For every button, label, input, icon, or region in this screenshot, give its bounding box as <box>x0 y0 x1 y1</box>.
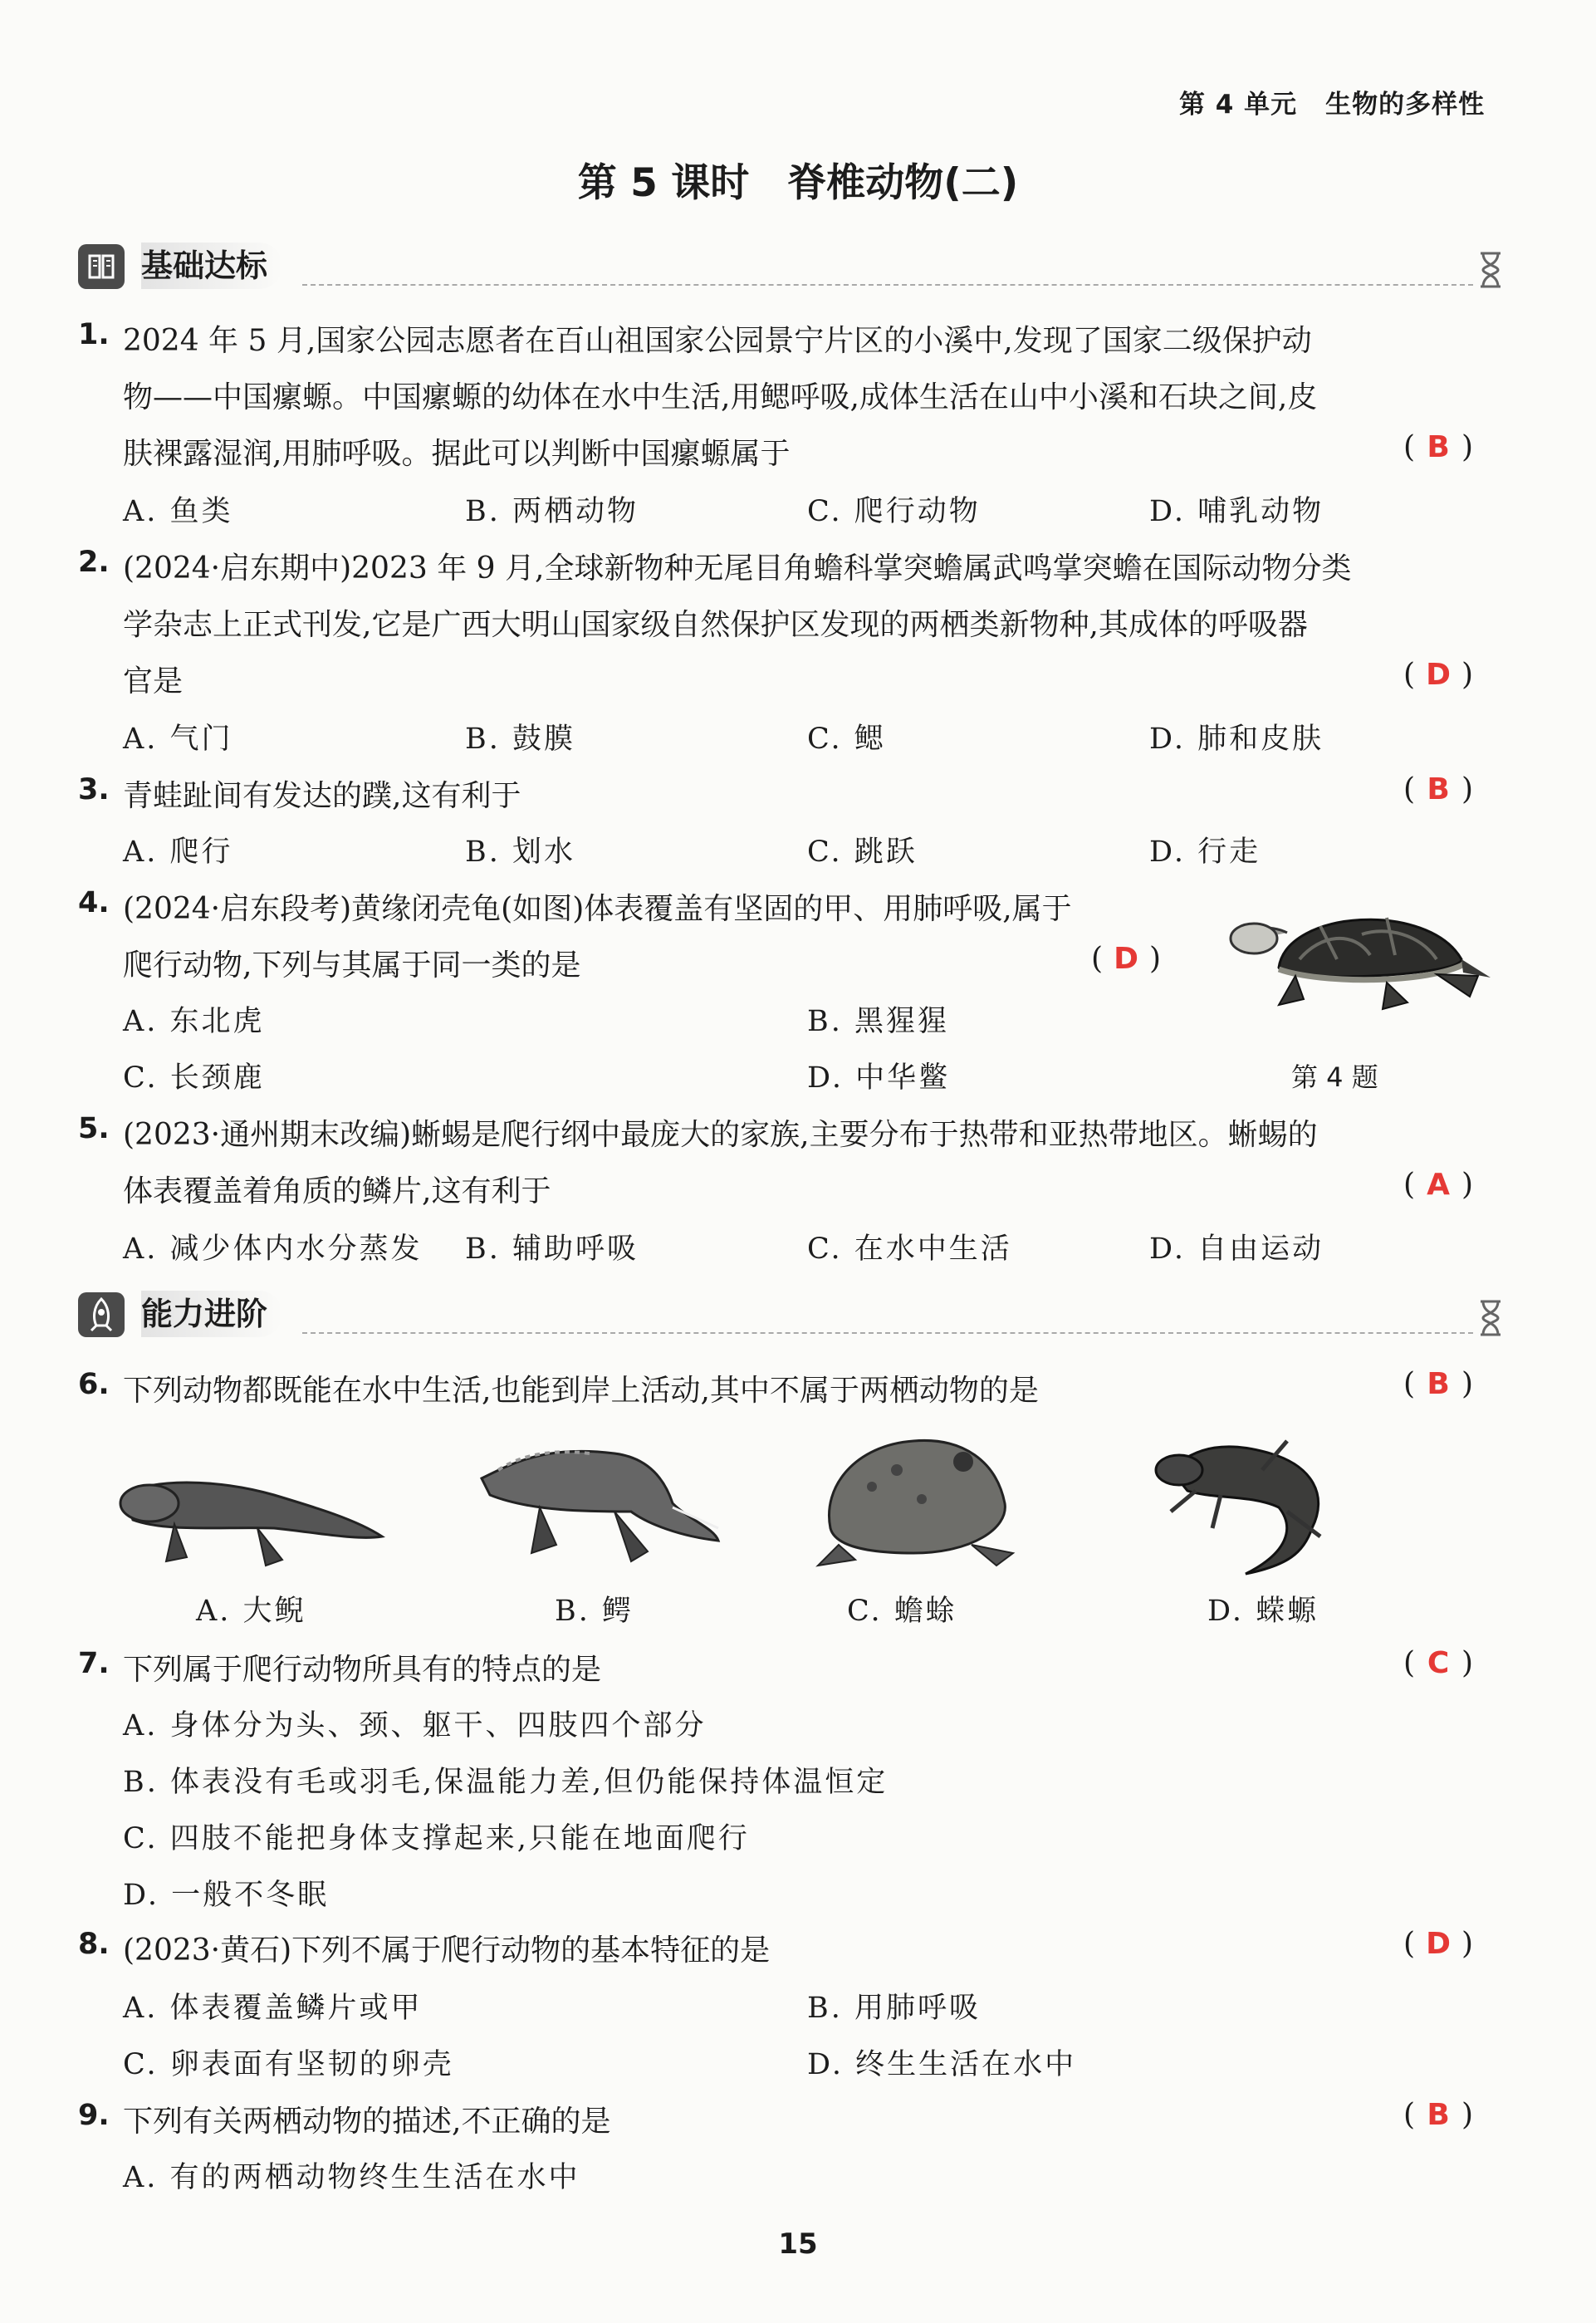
lesson-title: 脊椎动物(二) <box>787 160 1019 206</box>
question-number: 3. <box>78 773 110 806</box>
option: B. 划水 <box>465 836 575 869</box>
book-icon <box>78 244 125 289</box>
question-number: 4. <box>78 886 110 919</box>
option: A. 体表覆盖鳞片或甲 <box>123 1992 423 2025</box>
question-text-line: 2024 年 5 月,国家公园志愿者在百山祖国家公园景宁片区的小溪中,发现了国家二级保护动 <box>123 324 1312 358</box>
answer-letter: B <box>1427 1367 1450 1401</box>
toad-illustration <box>805 1420 1030 1570</box>
option: B. 体表没有毛或羽毛,保温能力差,但仍能保持体温恒定 <box>123 1766 889 1799</box>
option: D. 自由运动 <box>1149 1233 1324 1266</box>
question-number: 5. <box>78 1112 110 1145</box>
question-8 <box>78 1927 110 1961</box>
question-text-line: 学杂志上正式刊发,它是广西大明山国家级自然保护区发现的两栖类新物种,其成体的呼吸器 <box>123 608 1308 642</box>
question-text-line: 物——中国瘰螈。中国瘰螈的幼体在水中生活,用鳃呼吸,成体生活在山中小溪和石块之间,皮 <box>123 380 1318 414</box>
question-number: 2. <box>78 546 110 579</box>
question-text-line: (2023·黄石)下列不属于爬行动物的基本特征的是 <box>123 1933 771 1968</box>
option: B. 两栖动物 <box>465 495 639 528</box>
option: A. 大鲵 <box>196 1595 306 1628</box>
figure-caption: 第 4 题 <box>1291 1061 1378 1093</box>
option: C. 卵表面有坚韧的卵壳 <box>123 2048 454 2081</box>
question-text-line: (2024·启东段考)黄缘闭壳龟(如图)体表覆盖有坚固的甲、用肺呼吸,属于 <box>123 892 1072 926</box>
option: B. 鼓膜 <box>465 723 575 756</box>
question-3 <box>78 772 110 806</box>
question-7 <box>78 1646 110 1680</box>
answer-letter: B <box>1427 772 1450 806</box>
question-text-line: (2024·启东期中)2023 年 9 月,全球新物种无尾目角蟾科掌突蟾属武鸣掌突蟾在国际动物分类 <box>123 551 1352 586</box>
lesson-number: 第 5 课时 <box>577 160 750 206</box>
option: B. 用肺呼吸 <box>807 1992 981 2025</box>
unit-title: 生物的多样性 <box>1325 90 1486 120</box>
section-label: 基础达标 <box>141 243 282 289</box>
question-6 <box>78 1367 110 1401</box>
section-divider <box>302 1332 1473 1334</box>
section-advanced <box>78 1289 1503 1342</box>
page-title <box>0 152 1596 208</box>
question-text-line: 下列有关两栖动物的描述,不正确的是 <box>123 2105 611 2139</box>
question-text-line: 体表覆盖着角质的鳞片,这有利于 <box>123 1174 551 1208</box>
question-text-line: (2023·通州期末改编)蜥蜴是爬行纲中最庞大的家族,主要分布于热带和亚热带地区。蜥蜴的 <box>123 1118 1318 1152</box>
question-text-line: 官是 <box>123 664 184 698</box>
option: A. 鱼类 <box>123 495 233 528</box>
option: C. 蟾蜍 <box>847 1595 957 1628</box>
question-number: 9. <box>78 2099 110 2132</box>
option: A. 身体分为头、颈、躯干、四肢四个部分 <box>123 1709 707 1742</box>
option: A. 东北虎 <box>123 1005 265 1038</box>
option: D. 哺乳动物 <box>1149 495 1324 528</box>
question-1 <box>78 317 110 351</box>
option: B. 鳄 <box>555 1595 634 1628</box>
salamander-illustration <box>116 1462 390 1578</box>
question-text-line: 下列属于爬行动物所具有的特点的是 <box>123 1653 602 1687</box>
question-9 <box>78 2098 110 2132</box>
answer-letter: B <box>1427 430 1450 464</box>
option: A. 减少体内水分蒸发 <box>123 1233 423 1266</box>
question-text-line: 爬行动物,下列与其属于同一类的是 <box>123 948 581 983</box>
option: D. 一般不冬眠 <box>123 1879 330 1912</box>
option: C. 长颈鹿 <box>123 1061 265 1095</box>
answer-letter: D <box>1114 942 1138 976</box>
option: D. 中华鳖 <box>807 1061 951 1095</box>
section-basic <box>78 241 1503 294</box>
option: D. 终生生活在水中 <box>807 2048 1077 2081</box>
answer-bracket: ( B ) <box>1403 2098 1474 2132</box>
answer-bracket: ( B ) <box>1403 1367 1474 1401</box>
answer-bracket: ( D ) <box>1403 658 1474 692</box>
option: D. 肺和皮肤 <box>1149 723 1324 756</box>
option: B. 黑猩猩 <box>807 1005 949 1038</box>
newt-illustration <box>1146 1420 1387 1578</box>
question-4 <box>78 885 110 919</box>
section-divider <box>302 284 1473 286</box>
hourglass-icon <box>1478 251 1503 289</box>
unit-number: 第 4 单元 <box>1179 90 1298 120</box>
option: B. 辅助呼吸 <box>465 1233 639 1266</box>
answer-letter: C <box>1427 1646 1450 1680</box>
question-5 <box>78 1111 110 1145</box>
unit-header <box>1179 83 1485 120</box>
question-2 <box>78 545 110 579</box>
answer-bracket: ( D ) <box>1091 942 1162 976</box>
answer-bracket: ( D ) <box>1403 1927 1474 1961</box>
section-label: 能力进阶 <box>141 1291 282 1337</box>
crocodile-illustration <box>465 1429 722 1570</box>
question-text-line: 肤裸露湿润,用肺呼吸。据此可以判断中国瘰螈属于 <box>123 437 791 471</box>
answer-bracket: ( B ) <box>1403 772 1474 806</box>
question-number: 1. <box>78 318 110 351</box>
question-number: 8. <box>78 1928 110 1961</box>
rocket-icon <box>78 1292 125 1337</box>
answer-letter: D <box>1426 1927 1451 1961</box>
answer-letter: B <box>1427 2098 1450 2132</box>
option: A. 有的两栖动物终生生活在水中 <box>123 2161 580 2194</box>
option: C. 四肢不能把身体支撑起来,只能在地面爬行 <box>123 1822 750 1855</box>
question-text-line: 青蛙趾间有发达的蹼,这有利于 <box>123 779 521 813</box>
question-text-line: 下列动物都既能在水中生活,也能到岸上活动,其中不属于两栖动物的是 <box>123 1374 1039 1408</box>
page-number: 15 <box>778 2227 818 2261</box>
answer-letter: D <box>1426 658 1451 692</box>
answer-bracket: ( B ) <box>1403 430 1474 464</box>
answer-letter: A <box>1427 1168 1450 1202</box>
option: A. 爬行 <box>123 836 233 869</box>
option: C. 鳃 <box>807 723 886 756</box>
option: C. 在水中生活 <box>807 1233 1012 1266</box>
turtle-illustration <box>1221 893 1495 1017</box>
option: C. 跳跃 <box>807 836 918 869</box>
question-number: 6. <box>78 1368 110 1401</box>
option: A. 气门 <box>123 723 233 756</box>
option: C. 爬行动物 <box>807 495 981 528</box>
answer-bracket: ( C ) <box>1403 1646 1474 1680</box>
question-number: 7. <box>78 1647 110 1680</box>
hourglass-icon <box>1478 1299 1503 1337</box>
option: D. 行走 <box>1149 836 1261 869</box>
option: D. 蝾螈 <box>1207 1595 1319 1628</box>
answer-bracket: ( A ) <box>1403 1168 1474 1202</box>
